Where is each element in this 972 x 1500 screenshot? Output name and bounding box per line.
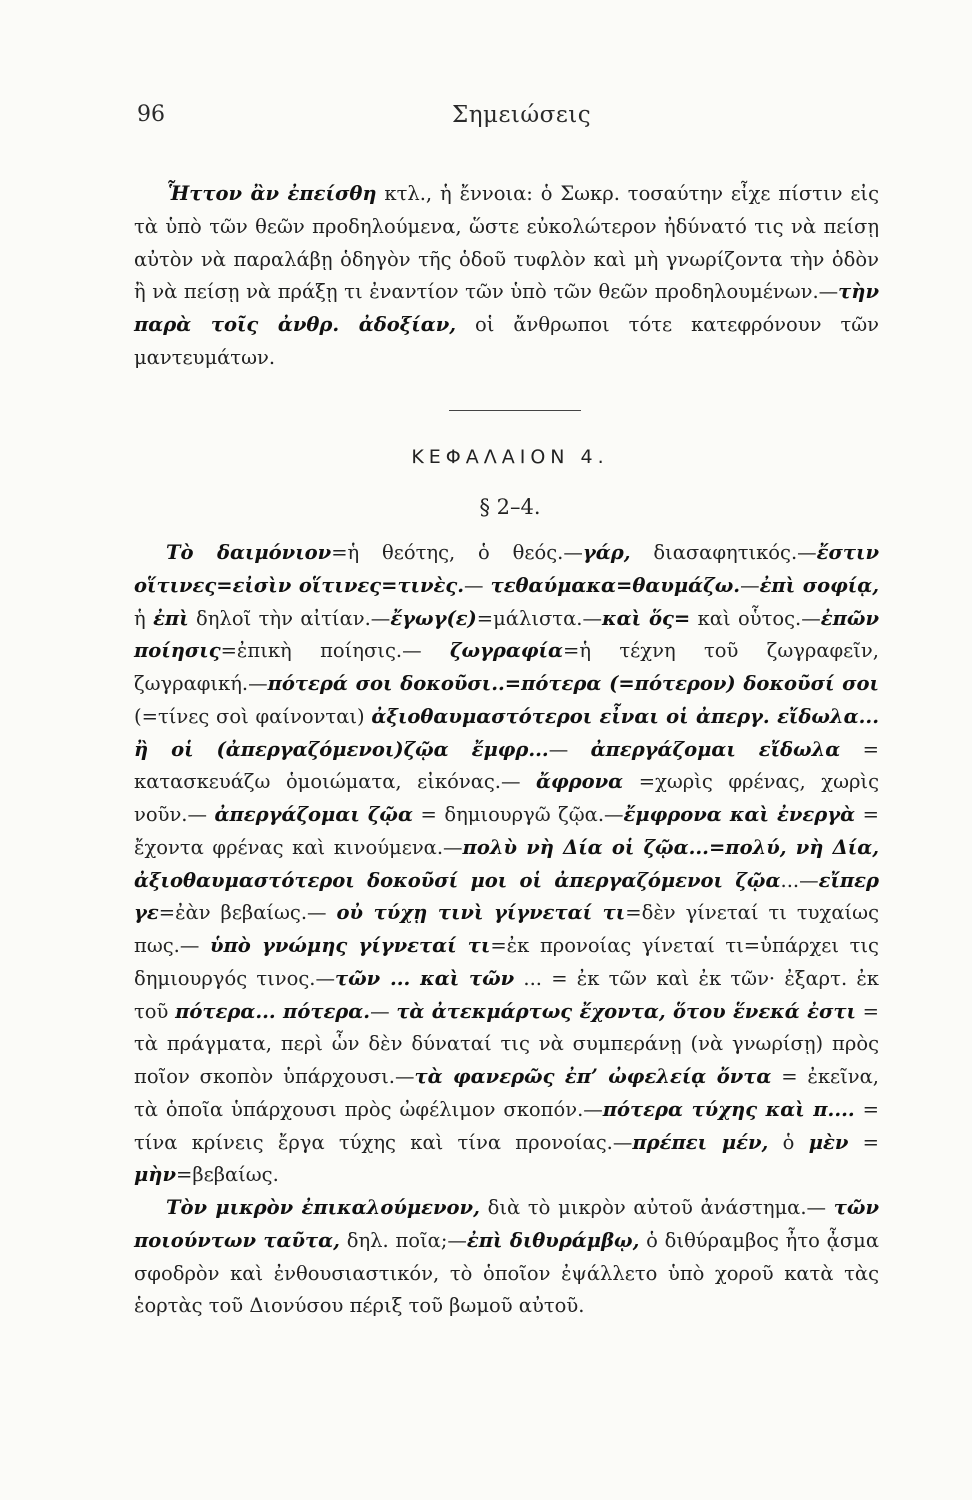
note-paragraph <box>134 1192 879 1323</box>
lemma: τεθαύμακα=θαυμάζω. <box>490 573 741 597</box>
lemma: ἔστιν οἵτινες=εἰσὶν οἵτινες=τινὲς. <box>134 541 879 597</box>
gloss-text: ἡ <box>134 606 154 630</box>
gloss-text: ...— <box>780 868 819 892</box>
note-paragraph <box>134 178 879 375</box>
lemma: μὲν <box>808 1130 849 1154</box>
gloss-text: καὶ οὗτος.— <box>690 606 821 630</box>
note-main <box>134 537 879 1323</box>
running-title: Σημειώσεις <box>452 102 592 128</box>
note-top <box>134 178 879 375</box>
lemma: τῶν ποιούντων ταῦτα, <box>134 1196 879 1252</box>
lemma: μὴν <box>134 1163 176 1187</box>
page-number: 96 <box>137 102 165 127</box>
lemma: πότερα τύχης καὶ π.... <box>602 1097 855 1121</box>
gloss-text: =ἡ τέχνη τοῦ ζωγραφεῖν, ζωγραφική.— <box>134 639 879 695</box>
chapter-title: ΚΕΦΑΛΑΙΟΝ 4. <box>411 446 609 468</box>
gloss-text: = τίνα κρίνεις ἔργα τύχης καὶ τίνα προνοίας.— <box>134 1097 879 1154</box>
lemma: τὴν παρὰ τοῖς ἀνθρ. ἀδοξίαν, <box>134 280 879 336</box>
gloss-text: — <box>370 999 397 1023</box>
lemma: ἔγωγ(ε) <box>390 606 477 630</box>
gloss-text: δηλοῖ τὴν αἰτίαν.— <box>188 606 391 630</box>
lemma: ἐπὶ διθυράμβῳ, <box>466 1228 640 1252</box>
lemma: τὰ ἀτεκμάρτως ἔχοντα, ὅτου ἕνεκά ἐστι <box>396 999 856 1023</box>
lemma: ἐπῶν ποίησις <box>134 606 879 663</box>
lemma: τῶν ... καὶ τῶν <box>334 966 515 990</box>
lemma: ἀπεργάζομαι ζῷα <box>214 803 413 826</box>
lemma: ἀπεργάζομαι εἴδωλα <box>590 737 841 761</box>
lemma: πότερά σοι δοκοῦσι..=πότερα (=πότερον) δοκοῦσί σοι <box>267 672 879 695</box>
gloss-text: = ἐκεῖνα, τὰ ὁποῖα ὑπάρχουσι πρὸς ὠφέλιμον σκοπόν.— <box>134 1065 879 1121</box>
gloss-text: — <box>548 737 591 761</box>
note-paragraph <box>134 537 879 1192</box>
gloss-text: =μάλιστα.— <box>476 606 602 630</box>
gloss-text: = κατασκευάζω ὁμοιώματα, εἰκόνας.— <box>134 737 879 794</box>
gloss-text: =ἡ θεότης, ὁ θεός.— <box>331 541 583 564</box>
lemma: ἀξιοθαυμαστότεροι εἶναι οἱ ἀπεργ. εἴδωλα... ἢ οἱ (ἀπεργαζόμενοι)ζῷα ἔμφρ... <box>134 704 879 761</box>
lemma: οὐ τύχῃ τινὶ γίγνεταί τι <box>336 901 626 925</box>
lemma: ἔμφρονα καὶ ἐνεργὰ <box>623 803 856 826</box>
gloss-text: = ἔχοντα φρένας καὶ κινούμενα.— <box>134 803 879 859</box>
running-head <box>132 102 892 142</box>
lemma: πρέπει μέν, <box>632 1130 769 1154</box>
gloss-text: =ἐὰν βεβαίως.— <box>158 901 337 925</box>
lemma: πολὺ νὴ Δία οἱ ζῷα...=πολύ, νὴ Δία, ἀξιοθαυμαστότεροι δοκοῦσί μοι οἱ ἀπεργαζόμενοι ζῷα <box>134 835 879 892</box>
gloss-text: =χωρὶς φρένας, χωρὶς νοῦν.— <box>134 770 880 826</box>
gloss-text: (=τίνες σοὶ φαίνονται) <box>134 704 372 728</box>
lemma: πότερα... πότερα. <box>175 999 371 1023</box>
lemma: ἐπὶ <box>153 606 189 630</box>
lemma: τὰ φανερῶς ἐπ’ ὠφελείᾳ ὄντα <box>414 1065 772 1088</box>
gloss-text: =ἐπικὴ ποίησις.— <box>220 639 450 663</box>
gloss-text: οἱ ἄνθρωποι τότε κατεφρόνουν τῶν μαντευμάτων. <box>134 313 880 369</box>
section-mark: § 2–4. <box>479 495 541 519</box>
gloss-text: ὁ <box>768 1130 809 1154</box>
gloss-text: =δὲν γίνεταί τι τυχαίως πως.— <box>134 901 879 957</box>
gloss-text: — <box>740 573 760 597</box>
lemma: ἐπὶ σοφίᾳ, <box>759 573 879 597</box>
lemma: Τὸ δαιμόνιον <box>166 541 332 564</box>
lemma: καὶ ὅς= <box>601 606 691 630</box>
gloss-text: — <box>464 573 491 597</box>
gloss-text: διασαφητικός.— <box>630 541 817 564</box>
gloss-text: διὰ τὸ μικρὸν αὐτοῦ ἀνάστημα.— <box>479 1196 834 1219</box>
gloss-text: =ἐκ προνοίας γίνεταί τι=ὑπάρχει τις δημιουργός τινος.— <box>134 934 879 990</box>
lemma: ζωγραφία <box>449 639 563 663</box>
section-divider <box>449 410 581 411</box>
lemma: γάρ, <box>582 541 631 564</box>
gloss-text: = <box>848 1130 879 1154</box>
gloss-text: κτλ., ἡ ἔννοια: ὁ Σωκρ. τοσαύτην εἶχε πίστιν εἰς τὰ ὑπὸ τῶν θεῶν προδηλούμενα, ὥστε εὐκολώτερον ἠδύνατό τις νὰ πείσῃ αὐτὸν νὰ παραλάβῃ ὁδηγὸν τῆς ὁδοῦ τυφλὸν καὶ μὴ γνωρίζοντα τὴν ὁδὸν ἢ νὰ πείσῃ νὰ πράξῃ τι ἐναντίον τῶν ὑπὸ τῶν θεῶν προδηλουμένων.— <box>134 182 879 304</box>
lemma: ὑπὸ γνώμης γίγνεταί τι <box>209 934 491 957</box>
gloss-text: = δημιουργῶ ζῷα.— <box>412 803 624 826</box>
gloss-text: ... = ἐκ τῶν καὶ ἐκ τῶν· ἐξαρτ. ἐκ τοῦ <box>134 966 879 1023</box>
gloss-text: = τὰ πράγματα, περὶ ὧν δὲν δύναταί τις νὰ συμπεράνῃ (νὰ γνωρίσῃ) πρὸς ποῖον σκοπὸν ὑπάρχουσι.— <box>134 999 879 1088</box>
gloss-text: =βεβαίως. <box>175 1163 279 1187</box>
gloss-text: δηλ. ποῖα;— <box>339 1228 467 1252</box>
lemma: Ἧττον ἂν ἐπείσθη <box>166 182 377 205</box>
lemma: εἴπερ γε <box>134 868 879 925</box>
lemma: Τὸν μικρὸν ἐπικαλούμενον, <box>166 1196 480 1219</box>
lemma: ἄφρονα <box>536 770 624 794</box>
gloss-text: ὁ διθύραμβος ἦτο ᾆσμα σφοδρὸν καὶ ἐνθουσιαστικόν, τὸ ὁποῖον ἐψάλλετο ὑπὸ χοροῦ κατὰ τὰς ἑορτὰς τοῦ Διονύσου πέριξ τοῦ βωμοῦ αὐτοῦ. <box>134 1228 879 1318</box>
